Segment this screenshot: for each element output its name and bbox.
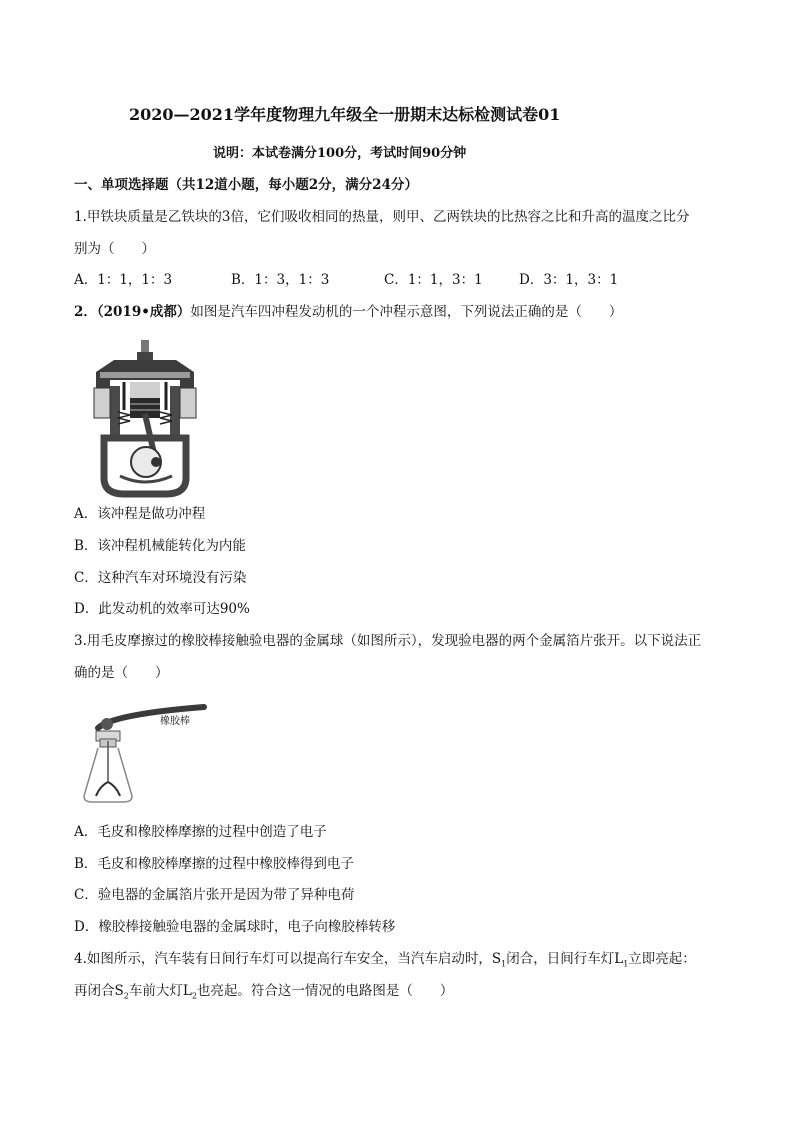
q4-line2-part1: 再闭合S xyxy=(74,983,124,999)
page-title: 2020—2021学年度物理九年级全一册期末达标检测试卷01 xyxy=(129,105,561,124)
q2-option-c: C．这种汽车对环境没有污染 xyxy=(74,570,247,586)
q3-line2: 确的是（ ） xyxy=(74,665,169,681)
q2-source: 2．（2019•成都） xyxy=(74,304,191,320)
q3-option-b: B．毛皮和橡胶棒摩擦的过程中橡胶棒得到电子 xyxy=(74,856,354,872)
q4-line1-part2: 闭合，日间行车灯L xyxy=(506,951,624,967)
engine-figure xyxy=(90,338,200,498)
q4-line2 xyxy=(74,982,453,1006)
q4-s1-sub: 1 xyxy=(501,959,507,969)
q3-option-c: C．验电器的金属箔片张开是因为带了异种电荷 xyxy=(74,887,355,903)
q3-option-a: A．毛皮和橡胶棒摩擦的过程中创造了电子 xyxy=(74,824,327,840)
q1-options xyxy=(74,271,618,289)
q4-l2-sub: 2 xyxy=(191,991,197,1001)
q2-text: 如图是汽车四冲程发动机的一个冲程示意图，下列说法正确的是（ ） xyxy=(190,304,623,320)
q4-line2-part3: 也亮起。符合这一情况的电路图是（ ） xyxy=(196,983,454,999)
q2-option-a: A．该冲程是做功冲程 xyxy=(74,506,206,522)
q4-l1-sub: 1 xyxy=(623,959,629,969)
q4-line2-part2: 车前大灯L xyxy=(128,983,192,999)
exam-note: 说明：本试卷满分100分，考试时间90分钟 xyxy=(213,146,467,161)
q2-option-d: D．此发动机的效率可达90% xyxy=(74,601,250,617)
q1-option-c: C．1：1，3：1 xyxy=(384,272,483,288)
q1-line1: 1.甲铁块质量是乙铁块的3倍，它们吸收相同的热量，则甲、乙两铁块的比热容之比和升高的温度之比分 xyxy=(74,209,690,225)
q2-option-b: B．该冲程机械能转化为内能 xyxy=(74,538,246,554)
section-heading: 一、单项选择题（共12道小题，每小题2分，满分24分） xyxy=(74,177,418,193)
q4-line1 xyxy=(74,950,696,974)
q4-line1-part3: 立即亮起： xyxy=(628,951,696,967)
q3-line1: 3.用毛皮摩擦过的橡胶棒接触验电器的金属球（如图所示），发现验电器的两个金属箔片张开。以下说法正 xyxy=(74,633,702,649)
q4-line1-part1: 4.如图所示，汽车装有日间行车灯可以提高行车安全，当汽车启动时，S xyxy=(74,951,502,967)
electroscope-figure xyxy=(74,694,209,812)
q4-s2-sub: 2 xyxy=(123,991,129,1001)
q3-option-d: D．橡胶棒接触验电器的金属球时，电子向橡胶棒转移 xyxy=(74,919,396,935)
q1-option-d: D．3：1，3：1 xyxy=(519,272,619,288)
q2-stem xyxy=(74,303,622,321)
q1-option-a: A．1：1，1：3 xyxy=(74,272,173,288)
q1-line2: 别为（ ） xyxy=(74,241,155,257)
rubber-rod-label: 橡胶棒 xyxy=(160,716,190,727)
q1-option-b: B．1：3，1：3 xyxy=(231,272,330,288)
